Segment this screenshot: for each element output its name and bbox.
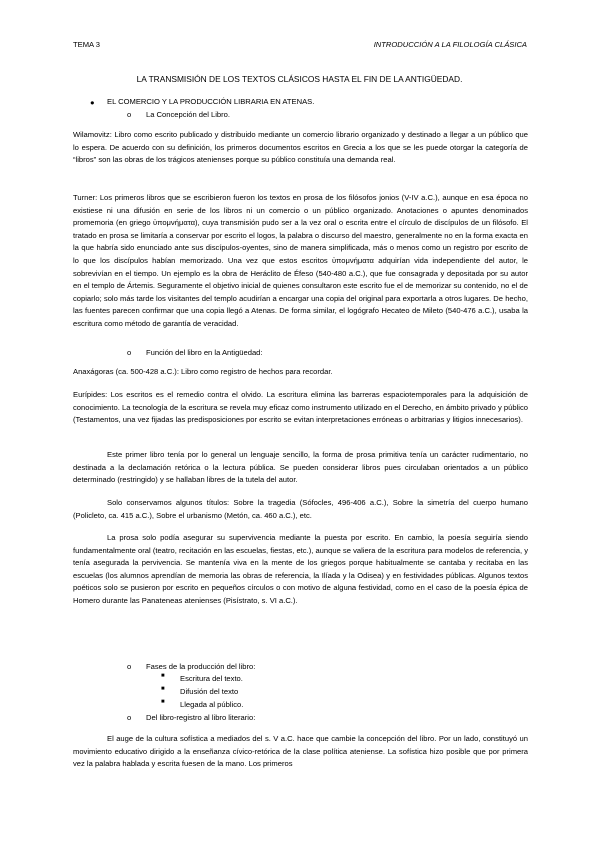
paragraph-anaxagoras: Anaxágoras (ca. 500-428 a.C.): Libro como registro de hechos para recordar.: [73, 367, 333, 376]
paragraph-turner: Turner: Los primeros libros que se escribieron fueron los textos en prosa de los filósofos jonios (V-IV a.C.), aunque en esa época no existiese ni una difusión en serie de los libros ni un comercio o un público organizado. Anotaciones o apuntes denominados promemoria (en griego ὑπομνήματα), cuya transmisión pudo ser a la vez oral o escrita entre el círculo de discípulos de un filósofo. El tratado en prosa se limitaría a conservar por escrito el logos, la palabra o discurso del maestro, generalmente no en la forma exacta en la que habría sido enunciado ante sus discípulos-oyentes, sino de manera simplificada, más o menos como un registro por escrito de lo que los discípulos habían memorizado. Una vez que estos escritos ὑπομνήματα adquirían vida independiente del autor, le sobrevivían en el tiempo. Un ejemplo es la obra de Heráclito de Éfeso (540-480 a.C.), que fue consagrada y depositada por su autor en el templo de Ártemis. Seguramente el objetivo inicial de quienes consultaron este escrito fue el de memorizar su contenido, no el de copiarlo; solo más tarde los visitantes del templo acudirían a encargar una copia del original para exportarla a otros lugares. De hecho, las fuentes parecen confirmar que una copia llegó a Atenas. De forma similar, el logógrafo Hecateo de Mileto (540-476 a.C.), usaba la escritura como método de garantía de veracidad.: [73, 193, 528, 328]
paragraph-wilamowitz: Wilamovitz: Libro como escrito publicado y distribuido mediante un comercio librario organizado y destinado a llegar a un público que lo espera. De acuerdo con su definición, los primeros documentos escritos en Grecia a los que se les puede otorgar la categoría de “libros” son las obras de los trágicos atenienses porque su público constituía una demanda real.: [73, 130, 528, 165]
square-bullet-icon: ■: [161, 699, 165, 705]
section-heading: EL COMERCIO Y LA PRODUCCIÓN LIBRARIA EN ATENAS.: [107, 97, 315, 106]
fase-item: Llegada al público.: [180, 700, 244, 709]
subheading-libro-literario: Del libro-registro al libro literario:: [146, 713, 256, 722]
paragraph-euripides: Eurípides: Los escritos es el remedio contra el olvido. La escritura elimina las barreras espaciotemporales para la adquisición de conocimiento. La tecnología de la escritura se revela muy eficaz como instrumento utilizado en el Derecho, en ámbito privado y público (Testamentos, una vez fijadas las predisposiciones por escrito se evitan interpretaciones erróneas o arbitrarias y litigios innecesarios).: [73, 390, 528, 425]
circle-bullet-icon: o: [127, 348, 132, 357]
subheading-concepcion: La Concepción del Libro.: [146, 110, 231, 119]
bullet-icon: ●: [90, 98, 95, 107]
circle-bullet-icon: o: [127, 662, 132, 671]
subheading-funcion: Función del libro en la Antigüedad:: [146, 348, 263, 357]
paragraph-primer-libro: Este primer libro tenía por lo general un lenguaje sencillo, la forma de prosa primitiva tenía un carácter rudimentario, no destinada a la declamación retórica o la lectura pública. Se pueden considerar libros pues circulaban orientados a un público determinado (restringido) y se hallaban libres de la tutela del autor.: [73, 450, 528, 485]
header-right: INTRODUCCIÓN A LA FILOLOGÍA CLÁSICA: [373, 40, 527, 49]
paragraph-prosa: La prosa solo podía asegurar su supervivencia mediante la puesta por escrito. En cambio, la poesía seguiría siendo fundamentalmente oral (teatro, recitación en las escuelas, fiestas, etc.), aunque se valiera de la escritura para modelos de referencia, y tenía asegurada la pervivencia. Se mantenía viva en la mente de los griegos porque habitualmente se cantaba y recitaba en las escuelas (los alumnos aprendían de memoria las obras de referencia, la Ilíada y la Odisea) y en festividades públicas. Algunos textos poéticos solo se pusieron por escrito en pequeños círculos o con motivo de alguna festividad, como en el caso de la poesía épica de Homero durante las Panateneas atenienses (Pisístrato, s. VI a.C.).: [73, 533, 528, 605]
fase-item: Difusión del texto: [180, 687, 239, 696]
circle-bullet-icon: o: [127, 110, 132, 119]
header-left: TEMA 3: [73, 40, 101, 49]
circle-bullet-icon: o: [127, 713, 132, 722]
paragraph-auge: El auge de la cultura sofística a mediados del s. V a.C. hace que cambie la concepción del libro. Por un lado, constituyó un movimiento educativo dirigido a la enseñanza cívico-retórica de la clase política ateniense. La sofística hizo posible que por primera vez la palabra hablada y escrita fuesen de la mano. Los primeros: [73, 734, 528, 769]
document-title: LA TRANSMISIÓN DE LOS TEXTOS CLÁSICOS HASTA EL FIN DE LA ANTIGÜEDAD.: [136, 74, 463, 84]
square-bullet-icon: ■: [161, 686, 165, 692]
square-bullet-icon: ■: [161, 673, 165, 679]
fase-item: Escritura del texto.: [180, 674, 243, 683]
subheading-fases: Fases de la producción del libro:: [146, 662, 256, 671]
paragraph-titulos: Solo conservamos algunos títulos: Sobre la tragedia (Sófocles, 496-406 a.C.), Sobre la simetría del cuerpo humano (Policleto, ca. 415 a.C.), Sobre el urbanismo (Metón, ca. 460 a.C.), etc.: [73, 498, 528, 520]
